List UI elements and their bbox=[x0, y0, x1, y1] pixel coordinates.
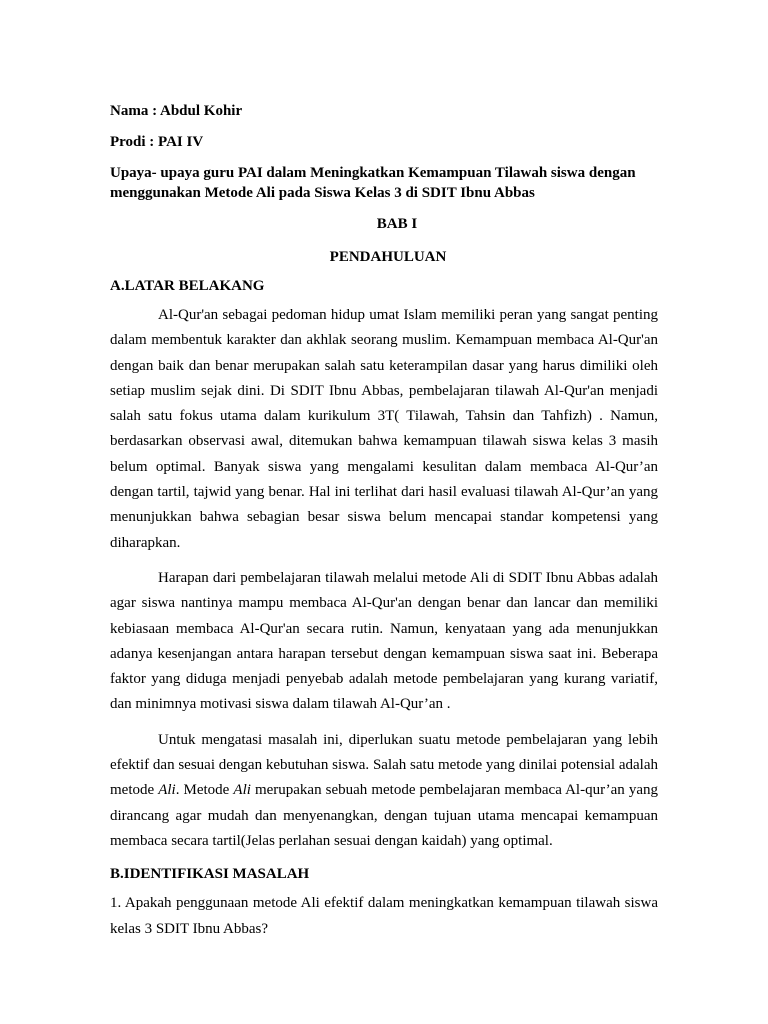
paragraph-3-part-1: Untuk mengatasi masalah ini, diperlukan suatu metode pembelajaran yang lebih efektif dan sesuai dengan kebutuhan siswa. Salah satu metode yang dinilai potensial adalah metode bbox=[110, 731, 658, 799]
study-program: Prodi : PAI IV bbox=[110, 134, 204, 150]
paragraph-3-emphasis-2: Ali bbox=[233, 782, 251, 799]
chapter-name: PENDAHULUAN bbox=[329, 249, 447, 265]
paragraph-1: Al-Qur'an sebagai pedoman hidup umat Islam memiliki peran yang sangat penting dalam membentuk karakter dan akhlak seorang muslim. Kemampuan membaca Al-Qur'an dengan baik dan benar merupakan salah satu keterampilan dasar yang harus dimiliki oleh setiap muslim sejak dini. Di SDIT Ibnu Abbas, pembelajaran tilawah Al-Qur'an menjadi salah satu fokus utama dalam kurikulum 3T( Tilawah, Tahsin dan Tahfizh) . Namun, berdasarkan observasi awal, ditemukan bahwa kemampuan tilawah siswa kelas 3 masih belum optimal. Banyak siswa yang mengalami kesulitan dalam membaca Al-Qur’an dengan tartil, tajwid yang benar. Hal ini terlihat dari hasil evaluasi tilawah Al-Qur’an yang menunjukkan bahwa sebagian besar siswa belum mencapai standar kompetensi yang diharapkan. bbox=[110, 307, 658, 551]
paragraph-3-part-3: merupakan sebuah metode pembelajaran membaca Al-qur’an yang dirancang agar mudah dan menyenangkan, dengan tujuan utama mencapai kemampuan membaca secara tartil(Jelas perlahan sesuai dengan kaidah) yang optimal. bbox=[110, 782, 658, 849]
paragraph-3-emphasis-1: Ali bbox=[158, 782, 176, 799]
student-name: Nama : Abdul Kohir bbox=[110, 103, 243, 119]
chapter-number: BAB I bbox=[376, 216, 418, 232]
paragraph-2: Harapan dari pembelajaran tilawah melalui metode Ali di SDIT Ibnu Abbas adalah agar siswa nantinya mampu membaca Al-Qur'an dengan benar dan lancar dan memiliki kebiasaan membaca Al-Qur'an secara rutin. Namun, kenyataan yang ada menunjukkan adanya kesenjangan antara harapan tersebut dengan kemampuan siswa saat ini. Beberapa faktor yang diduga menjadi penyebab adalah metode pembelajaran yang kurang variatif, dan minimnya motivasi siswa dalam tilawah Al-Qur’an . bbox=[110, 569, 658, 713]
paragraph-3 bbox=[110, 728, 658, 854]
document-title: Upaya- upaya guru PAI dalam Meningkatkan Kemampuan Tilawah siswa dengan menggunakan Metode Ali pada Siswa Kelas 3 di SDIT Ibnu Abbas bbox=[110, 165, 636, 201]
section-heading-identifikasi-masalah: B.IDENTIFIKASI MASALAH bbox=[110, 866, 310, 883]
paragraph-3-part-2: . Metode bbox=[175, 782, 234, 799]
document-body bbox=[110, 101, 658, 942]
problem-item-1: 1. Apakah penggunaan metode Ali efektif dalam meningkatkan kemampuan tilawah siswa kelas 3 SDIT Ibnu Abbas? bbox=[110, 895, 658, 937]
section-heading-latar-belakang: A.LATAR BELAKANG bbox=[110, 278, 265, 294]
